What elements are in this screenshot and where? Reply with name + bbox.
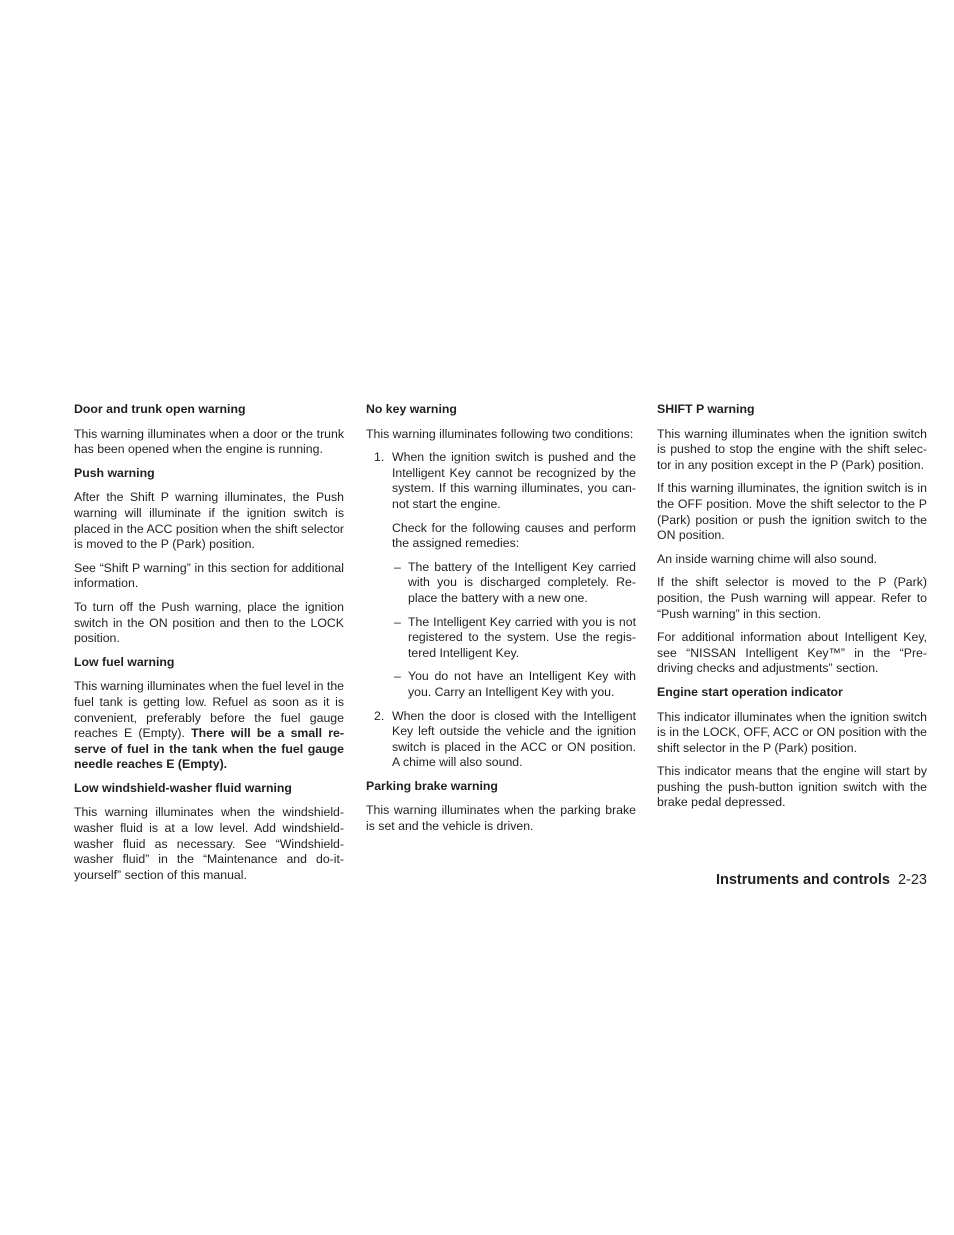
paragraph: This warning illuminates when the windshield-washer fluid is at a low level. Add windshield-washer fluid as necessary. See “Windshield-washer fluid” in the “Maintenance and do-it-yourself” section of this manual. xyxy=(74,805,344,882)
paragraph: For additional information about Intelligent Key, see “NISSAN Intelligent Key™” in the “Pre-driving checks and adjustments” section. xyxy=(657,630,927,676)
heading-shift-p-warning: SHIFT P warning xyxy=(657,402,755,416)
heading-engine-start-indicator: Engine start operation indicator xyxy=(657,684,843,699)
section-title: Instruments and controls xyxy=(715,872,890,888)
heading-no-key-warning: No key warning xyxy=(366,402,457,416)
list-item-text: When the door is closed with the Intelligent Key left outside the vehicle and the ignition switch is placed in the ACC or ON position. A chime will also sound. xyxy=(392,708,636,770)
paragraph xyxy=(74,679,344,773)
heading-low-fuel-warning: Low fuel warning xyxy=(74,654,175,669)
paragraph: If this warning illuminates, the ignition switch is in the OFF position. Move the shift selector to the P (Park) position or push the ignition switch to the ON position. xyxy=(657,481,927,543)
page-number: 2-23 xyxy=(897,872,927,888)
heading-washer-fluid-warning: Low windshield-washer fluid warning xyxy=(74,780,292,795)
paragraph: If the shift selector is moved to the P (Park) position, the Push warning will appear. Refer to “Push warning” in this section. xyxy=(657,575,927,621)
paragraph-bold-text: There will be a small reserve of fuel in the tank when the fuel gauge needle reaches E (Empty). xyxy=(74,726,344,772)
paragraph: This warning illuminates when a door or the trunk has been opened when the engine is running. xyxy=(74,426,344,457)
dash-marker: – xyxy=(394,669,401,684)
list-item-text: When the ignition switch is pushed and the Intelligent Key cannot be recognized by the system. If this warning illuminates, you cannot start the engine. xyxy=(392,450,636,511)
dash-marker: – xyxy=(394,559,401,574)
paragraph: An inside warning chime will also sound. xyxy=(657,551,878,566)
column-left xyxy=(74,402,344,891)
heading-parking-brake-warning: Parking brake warning xyxy=(366,778,498,793)
paragraph: To turn off the Push warning, place the ignition switch in the ON position and then to the LOCK position. xyxy=(74,599,344,646)
paragraph: This warning illuminates when the parking brake is set and the vehicle is driven. xyxy=(366,803,636,834)
list-number: 1. xyxy=(374,450,385,465)
paragraph: After the Shift P warning illuminates, the Push warning will illuminate if the ignition switch is placed in the ACC position when the shift selector is moved to the P (Park) position. xyxy=(74,490,345,552)
paragraph: This warning illuminates following two conditions: xyxy=(366,426,634,441)
list-item xyxy=(366,450,636,700)
paragraph: See “Shift P warning” in this section for additional information. xyxy=(74,560,344,591)
column-middle xyxy=(366,402,636,843)
list-item-text: You do not have an Intelligent Key with you. Carry an Intelligent Key with you. xyxy=(408,669,636,699)
page-footer xyxy=(560,872,927,888)
dash-list xyxy=(392,560,636,701)
list-item xyxy=(366,709,636,771)
heading-door-trunk-warning: Door and trunk open warning xyxy=(74,402,246,416)
list-item xyxy=(392,560,636,607)
list-item-text: The Intelligent Key carried with you is not registered to the system. Use the registered Intelligent Key. xyxy=(408,614,636,660)
list-item xyxy=(392,615,636,662)
paragraph: This warning illuminates when the ignition switch is pushed to stop the engine with the shift selector in any position except in the P (Park) position. xyxy=(657,426,927,472)
numbered-list xyxy=(366,450,636,771)
paragraph: This indicator illuminates when the ignition switch is in the LOCK, OFF, ACC or ON position with the shift selector in the P (Park) position. xyxy=(657,709,927,755)
heading-push-warning: Push warning xyxy=(74,465,155,480)
list-item xyxy=(392,669,636,700)
column-right xyxy=(657,402,927,819)
dash-marker: – xyxy=(394,614,401,629)
paragraph-text: This warning illuminates when the fuel level in the fuel tank is getting low. Refuel as soon as it is convenient, preferably before the fuel gauge reaches E (Empty). xyxy=(74,679,344,741)
list-item-text: The battery of the Intelligent Key carried with you is discharged completely. Replace the battery with a new one. xyxy=(408,559,636,605)
list-number: 2. xyxy=(374,708,385,723)
paragraph: This indicator means that the engine will start by pushing the push-button ignition switch with the brake pedal depressed. xyxy=(657,764,927,810)
paragraph: Check for the following causes and perform the assigned remedies: xyxy=(392,520,636,551)
